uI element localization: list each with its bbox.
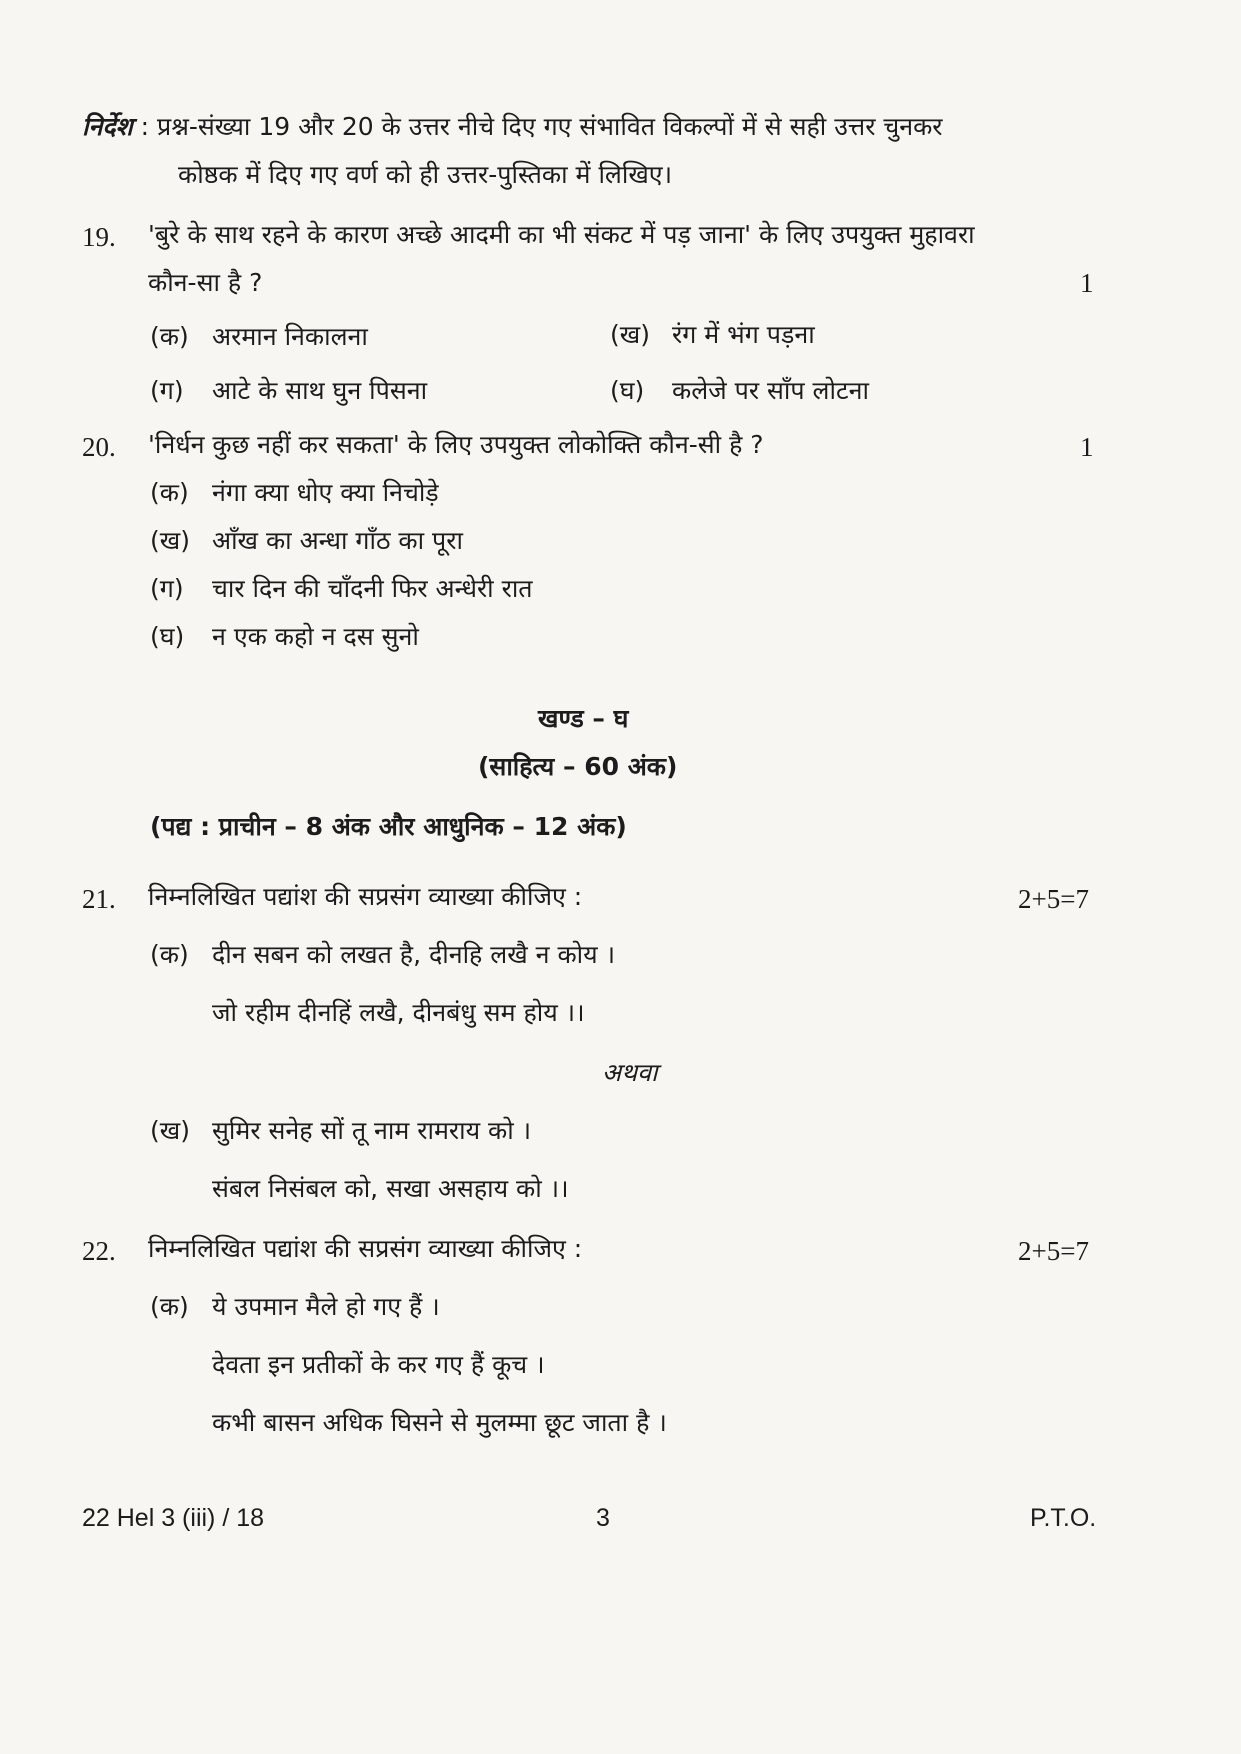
question-21-option-a-line-2: जो रहीम दीनहिं लखै, दीनबंधु सम होय ।।	[212, 998, 585, 1027]
option-label: (क)	[150, 478, 189, 507]
option-text: सुमिर सनेह सों तू नाम रामराय को ।	[212, 1116, 532, 1145]
question-19-option-a	[150, 322, 368, 352]
question-20-option-d	[150, 622, 419, 652]
option-label: (क)	[150, 940, 189, 969]
question-21-marks: 2+5=7	[1018, 884, 1089, 914]
instruction-line-1	[82, 112, 943, 142]
option-label: (ख)	[150, 1116, 190, 1145]
question-21-option-a-line-1	[150, 940, 615, 970]
option-text: कलेजे पर साँप लोटना	[672, 376, 869, 405]
question-19-text-2: कौन-सा है ?	[148, 268, 263, 297]
question-19-option-d	[610, 376, 869, 406]
option-label: (ख)	[610, 320, 650, 349]
section-note: (पद्य : प्राचीन – 8 अंक और आधुनिक – 12 अंक)	[150, 812, 627, 841]
option-text: न एक कहो न दस सुनो	[212, 622, 419, 651]
question-19-text-1: 'बुरे के साथ रहने के कारण अच्छे आदमी का भी संकट में पड़ जाना' के लिए उपयुक्त मुहावरा	[148, 220, 975, 249]
option-text: आटे के साथ घुन पिसना	[212, 376, 428, 405]
question-20-option-c	[150, 574, 533, 604]
question-21-option-b-line-2: संबल निसंबल को, सखा असहाय को ।।	[212, 1174, 569, 1203]
question-19-number: 19.	[82, 222, 116, 252]
question-20-text-1: 'निर्धन कुछ नहीं कर सकता' के लिए उपयुक्त लोकोक्ति कौन-सी है ?	[148, 430, 764, 459]
option-text: आँख का अन्धा गाँठ का पूरा	[212, 526, 463, 555]
option-text: दीन सबन को लखत है, दीनहि लखै न कोय ।	[212, 940, 616, 969]
option-text: ये उपमान मैले हो गए हैं ।	[212, 1292, 440, 1321]
question-21-number: 21.	[82, 884, 116, 914]
question-21-or: अथवा	[602, 1058, 658, 1087]
instruction-text-1: : प्रश्न-संख्या 19 और 20 के उत्तर नीचे दिए गए संभावित विकल्पों में से सही उत्तर चुनकर	[140, 112, 943, 141]
question-22-option-a-line-3: कभी बासन अधिक घिसने से मुलम्मा छूट जाता है ।	[212, 1408, 667, 1437]
section-title: खण्ड – घ	[538, 704, 629, 733]
question-20-marks: 1	[1080, 432, 1094, 462]
footer-pto: P.T.O.	[1030, 1504, 1097, 1532]
option-text: रंग में भंग पड़ना	[672, 320, 815, 349]
option-text: चार दिन की चाँदनी फिर अन्धेरी रात	[212, 574, 533, 603]
option-label: (घ)	[150, 622, 185, 651]
question-22-text-1: निम्नलिखित पद्यांश की सप्रसंग व्याख्या कीजिए :	[148, 1234, 583, 1263]
instruction-label: निर्देश	[82, 112, 133, 141]
option-label: (ग)	[150, 574, 184, 603]
question-19-option-b	[610, 320, 815, 350]
instruction-line-2: कोष्ठक में दिए गए वर्ण को ही उत्तर-पुस्तिका में लिखिए।	[178, 160, 673, 189]
option-label: (क)	[150, 1292, 189, 1321]
question-22-number: 22.	[82, 1236, 116, 1266]
option-text: अरमान निकालना	[212, 322, 368, 351]
question-22-option-a-line-2: देवता इन प्रतीकों के कर गए हैं कूच ।	[212, 1350, 545, 1379]
question-21-text-1: निम्नलिखित पद्यांश की सप्रसंग व्याख्या कीजिए :	[148, 882, 583, 911]
option-label: (ग)	[150, 376, 184, 405]
question-20-number: 20.	[82, 432, 116, 462]
option-label: (घ)	[610, 376, 645, 405]
question-19-marks: 1	[1080, 268, 1094, 298]
option-label: (ख)	[150, 526, 190, 555]
question-22-marks: 2+5=7	[1018, 1236, 1089, 1266]
section-subtitle: (साहित्य – 60 अंक)	[478, 752, 678, 781]
question-19-option-c	[150, 376, 427, 406]
footer-paper-code: 22 Hel 3 (iii) / 18	[82, 1504, 265, 1532]
footer-page-number: 3	[596, 1504, 610, 1532]
question-22-option-a-line-1	[150, 1292, 440, 1322]
question-20-option-a	[150, 478, 439, 508]
option-text: नंगा क्या धोए क्या निचोड़े	[212, 478, 439, 507]
question-21-option-b-line-1	[150, 1116, 531, 1146]
question-20-option-b	[150, 526, 463, 556]
option-label: (क)	[150, 322, 189, 351]
